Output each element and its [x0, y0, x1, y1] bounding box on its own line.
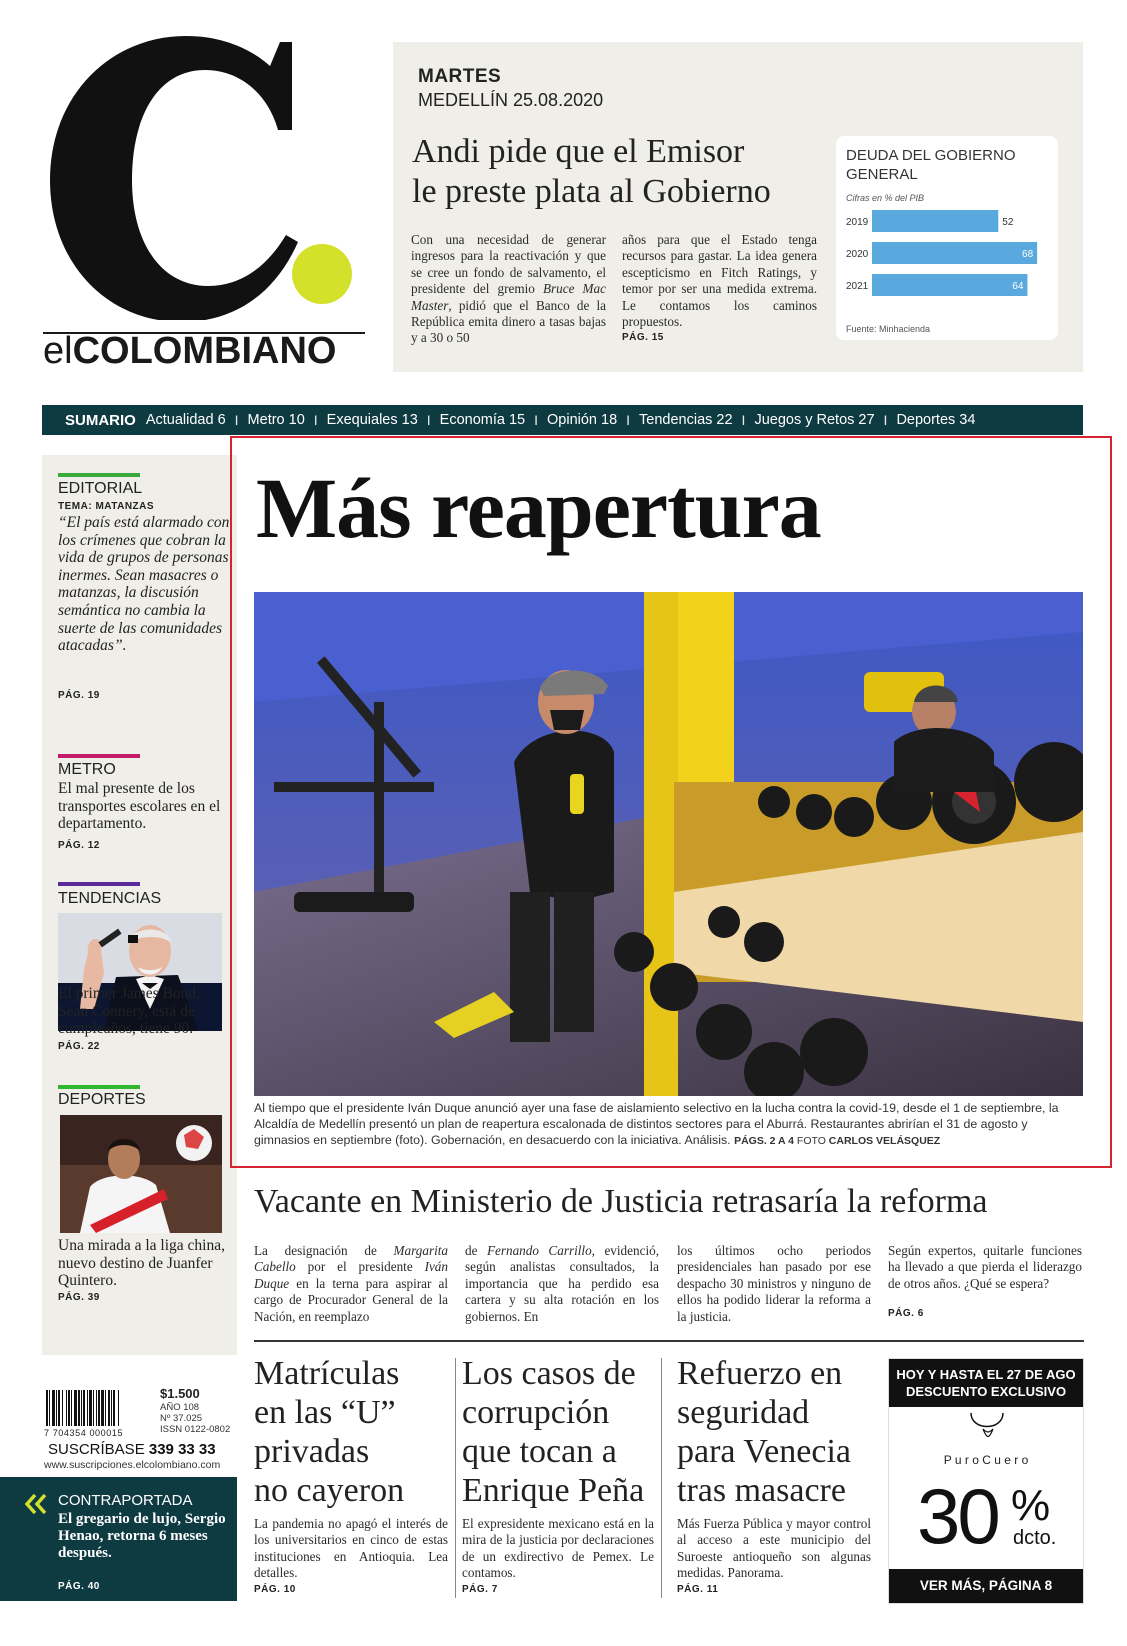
- headline-line: que tocan a: [462, 1433, 617, 1470]
- brand-name: COLOMBIANO: [72, 330, 337, 372]
- masthead-logo: [40, 30, 360, 320]
- sumario-bar: [42, 405, 1083, 435]
- column-divider: [455, 1358, 456, 1598]
- barcode-bar: [74, 1390, 77, 1426]
- headline-line: tras masacre: [677, 1472, 846, 1509]
- sumario-separator: I: [234, 412, 239, 428]
- top-story-headline[interactable]: [412, 132, 812, 212]
- debt-chart-card: [836, 136, 1058, 340]
- barcode-bar: [62, 1390, 63, 1426]
- issue-line: Nº 37.025: [160, 1413, 203, 1424]
- headline-line: seguridad: [677, 1394, 810, 1431]
- issue-info: [160, 1402, 230, 1435]
- barcode-bar: [78, 1390, 80, 1426]
- justice-story-headline[interactable]: Vacante en Ministerio de Justicia retrasaría la reforma: [254, 1183, 988, 1220]
- chart-category-label: 2019: [846, 217, 869, 228]
- text-span: por el presidente: [295, 1259, 425, 1275]
- barcode-bar: [105, 1390, 106, 1426]
- barcode-bar: [108, 1390, 110, 1426]
- barcode-number: 7 704354 000015: [44, 1428, 124, 1438]
- deportes-rule: [58, 1085, 140, 1089]
- chart-value-label: 64: [1012, 281, 1024, 292]
- sumario-separator: I: [883, 412, 888, 428]
- page-reference[interactable]: PÁG. 40: [58, 1581, 100, 1592]
- tendencias-text: El primer James Bond, Sean Connery, está de cumpleaños, tiene 90.: [58, 985, 201, 1038]
- person-name: Margarita Cabello: [254, 1243, 448, 1275]
- justice-story-column-1: [254, 1243, 448, 1325]
- ad-brand: P u r o C u e r o: [943, 1453, 1029, 1467]
- sumario-separator: I: [626, 412, 631, 428]
- barcode-bar: [81, 1390, 82, 1426]
- deportes-text: Una mirada a la liga china, nuevo destino de Juanfer Quintero.: [58, 1237, 225, 1290]
- chart-source: Fuente: Minhacienda: [846, 324, 931, 334]
- barcode-bar: [118, 1390, 119, 1426]
- page-reference[interactable]: PÁG. 15: [622, 332, 664, 343]
- text-span: , pidió que el Banco de la República emita dinero a tasas bajas y a 30 o 50: [411, 297, 606, 346]
- ad-percent: 30: [917, 1472, 998, 1560]
- price: $1.500: [160, 1386, 200, 1401]
- text-span: Con una necesidad de generar ingresos para la reactivación y que se cree un fondo de salvamento, el presidente del gremio: [411, 232, 606, 297]
- barcode-bar: [93, 1390, 94, 1426]
- logo-c-letter: [50, 36, 298, 320]
- barcode-bar: [68, 1390, 70, 1426]
- sumario-item[interactable]: Tendencias 22: [639, 412, 733, 428]
- person-name: Iván Duque: [254, 1259, 448, 1291]
- contraportada-box[interactable]: [0, 1477, 237, 1601]
- subscribe-label: SUSCRÍBASE: [48, 1441, 149, 1458]
- editorial-tema: TEMA: MATANZAS: [58, 501, 155, 512]
- debt-bar-chart: [836, 206, 1058, 316]
- top-story-column-2: años para que el Estado tenga recursos para gastar. La idea genera escepticismo en Fitch Ratings, y temor por ser una medida extrema. Le contamos los caminos propuestos.: [622, 232, 817, 330]
- headline-line: no cayeron: [254, 1472, 405, 1509]
- justice-story-column-3: los últimos ocho periodos presidenciales han pasado por ese despacho 30 ministros y ninguno de ellos ha podido liderar la reforma a la justicia.: [677, 1243, 871, 1324]
- chart-bar: [872, 242, 1037, 264]
- sumario-separator: I: [741, 412, 746, 428]
- barcode-bar: [89, 1390, 92, 1426]
- sumario-item[interactable]: Juegos y Retos 27: [754, 412, 875, 428]
- tendencias-rule: [58, 882, 140, 886]
- gym-reopening-photo[interactable]: [254, 592, 1083, 1096]
- metro-rule: [58, 754, 140, 758]
- ad-percent-sign: %: [1011, 1481, 1051, 1530]
- edition-dateline: MEDELLÍN 25.08.2020: [418, 90, 604, 110]
- sumario-item[interactable]: Opinión 18: [547, 412, 618, 428]
- barcode-bar: [98, 1390, 100, 1426]
- text-span: en la terna para aspirar al cargo de Procurador General de la Nación, en reemplazo: [254, 1275, 448, 1324]
- justice-story-column-4: Según expertos, quitarle funciones ha llevado a que pierda el liderazgo de otros años. ¿Qué se espera?: [888, 1243, 1082, 1291]
- sidebar: [42, 455, 237, 1355]
- main-headline[interactable]: Más reapertura: [256, 460, 821, 556]
- barcode-bar: [66, 1390, 67, 1426]
- corrupcion-headline[interactable]: [462, 1354, 662, 1510]
- bottom-rule: [254, 1340, 1084, 1342]
- headline-line: Los casos de: [462, 1355, 636, 1392]
- barcode-bar: [96, 1390, 97, 1426]
- matriculas-headline[interactable]: [254, 1354, 454, 1510]
- chart-title: DEUDA DEL GOBIERNO GENERAL: [846, 147, 1016, 183]
- headline-line: Matrículas: [254, 1355, 400, 1392]
- barcode-bar: [111, 1390, 112, 1426]
- page-reference[interactable]: PÁG. 11: [677, 1584, 719, 1595]
- person-name: Fernando Carrillo: [486, 1243, 592, 1258]
- text-span: , evidenció, según analistas consultados, la importancia que ha perdido esa cartera y su alta rotación en los gobiernos. En: [465, 1243, 660, 1324]
- venecia-text: Más Fuerza Pública y mayor control al acceso a este municipio del Suroeste antioqueño son algunas medidas. Panorama.: [677, 1516, 871, 1580]
- ad-top-line: DESCUENTO EXCLUSIVO: [905, 1384, 1067, 1399]
- headline-line: Refuerzo en: [677, 1355, 843, 1392]
- editorial-quote: “El país está alarmado con los crímenes que cobran la vida de grupos de personas inermes. Sean masacres o matanzas, la discusión semántica no cambia la suerte de las comunidades atacadas”.: [58, 514, 230, 655]
- deportes-title[interactable]: DEPORTES: [58, 1091, 146, 1108]
- ad-dcto: dcto.: [1013, 1527, 1057, 1549]
- sumario-item[interactable]: Deportes 34: [896, 412, 976, 428]
- top-headline-line: Andi pide que el Emisor: [412, 133, 745, 170]
- ad-necklace-icon: [967, 1411, 1007, 1447]
- tendencias-title[interactable]: TENDENCIAS: [58, 890, 162, 907]
- sumario-separator: I: [426, 412, 431, 428]
- barcode-bar: [52, 1390, 55, 1426]
- logo-dot: [292, 244, 352, 304]
- barcode-bar: [113, 1390, 115, 1426]
- headline-line: Enrique Peña: [462, 1472, 645, 1509]
- barcode-bar: [46, 1390, 48, 1426]
- ad-banner-top: [889, 1359, 1083, 1407]
- subscribe-phone: 339 33 33: [148, 1441, 216, 1458]
- corrupcion-text: El expresidente mexicano está en la mira de la justicia por declaraciones de un exdirectivo de Pemex. Le contamos.: [462, 1516, 654, 1580]
- subscribe-url[interactable]: www.suscripciones.elcolombiano.com: [44, 1459, 221, 1471]
- text-span: Al tiempo que el presidente Iván Duque anunció ayer una fase de aislamiento selectivo en la lucha contra la covid-19, desde el 1 de septiembre, la Alcaldía de Medellín presentó un plan de reapertura escalonada de distintos sectores para el Aburrá. Restaurantes abrirían el 31 de agosto y gimnasios en septiembre (foto). Gobernación, en desacuerdo con la iniciativa. Análisis.: [254, 1101, 1059, 1147]
- page-reference[interactable]: PÁG. 19: [58, 690, 100, 701]
- sumario-separator: I: [534, 412, 538, 428]
- venecia-headline[interactable]: [677, 1354, 882, 1510]
- barcode-bar: [49, 1390, 50, 1426]
- barcode-bar: [87, 1390, 88, 1426]
- top-story-column-1: [411, 232, 606, 347]
- headline-line: privadas: [254, 1433, 370, 1470]
- chart-value-label: 68: [1022, 249, 1034, 260]
- barcode-bar: [56, 1390, 57, 1426]
- brand-prefix: el: [43, 330, 73, 372]
- chart-subtitle: Cifras en % del PIB: [846, 193, 925, 203]
- purocuero-ad[interactable]: [888, 1358, 1084, 1604]
- double-chevron-left-icon: [24, 1493, 48, 1515]
- headline-line: en las “U”: [254, 1394, 396, 1431]
- matriculas-text: La pandemia no apagó el interés de los universitarios en cinco de estas instituciones en Antioquia. Lea detalles.: [254, 1516, 448, 1580]
- person-name: Bruce Mac Master: [411, 281, 606, 313]
- justice-story-column-2: [465, 1243, 659, 1325]
- brand-wordmark: [43, 330, 336, 373]
- editorial-title[interactable]: EDITORIAL: [58, 480, 143, 497]
- text-span: de: [465, 1243, 487, 1258]
- page-reference[interactable]: PÁGS. 2 A 4: [734, 1135, 794, 1147]
- page-reference[interactable]: PÁG. 39: [58, 1292, 100, 1303]
- sumario-item[interactable]: Exequiales 13: [326, 412, 418, 428]
- subscribe-line[interactable]: [48, 1441, 216, 1458]
- sumario-item[interactable]: Actualidad 6: [145, 412, 226, 428]
- main-photo-caption: [254, 1100, 1084, 1149]
- text-span: La designación de: [254, 1243, 394, 1258]
- metro-title[interactable]: METRO: [58, 761, 116, 778]
- chart-category-label: 2021: [846, 281, 869, 292]
- issue-line: AÑO 108: [160, 1402, 200, 1413]
- ad-banner-bottom: VER MÁS, PÁGINA 8: [889, 1569, 1083, 1603]
- page-reference[interactable]: PÁG. 12: [58, 840, 100, 851]
- contraportada-title: CONTRAPORTADA: [58, 1492, 193, 1509]
- barcode-bar: [83, 1390, 85, 1426]
- juanfer-quintero-photo[interactable]: [60, 1115, 222, 1233]
- headline-line: para Venecia: [677, 1433, 851, 1470]
- chart-bar: [872, 210, 998, 232]
- page-reference[interactable]: PÁG. 10: [254, 1584, 296, 1595]
- chart-bar: [872, 274, 1027, 296]
- editorial-rule: [58, 473, 140, 477]
- page-reference[interactable]: PÁG. 22: [58, 1041, 100, 1052]
- issue-line: ISSN 0122-0802: [160, 1424, 231, 1435]
- sumario-item[interactable]: Economía 15: [439, 412, 526, 428]
- metro-text: El mal presente de los transportes escolares en el departamento.: [58, 780, 221, 833]
- credit-label: FOTO: [793, 1135, 829, 1147]
- sumario-item[interactable]: Metro 10: [247, 412, 305, 428]
- ad-top-line: HOY Y HASTA EL 27 DE AGO: [896, 1367, 1076, 1382]
- chart-value-label: 52: [1002, 217, 1014, 228]
- barcode-bar: [71, 1390, 72, 1426]
- barcode-bar: [101, 1390, 104, 1426]
- page-reference[interactable]: PÁG. 7: [462, 1584, 498, 1595]
- barcode-bar: [58, 1390, 60, 1426]
- top-headline-line: le preste plata al Gobierno: [412, 173, 771, 210]
- chart-category-label: 2020: [846, 249, 869, 260]
- page-reference[interactable]: PÁG. 6: [888, 1308, 924, 1319]
- headline-line: corrupción: [462, 1394, 610, 1431]
- sumario-label: SUMARIO: [65, 411, 136, 429]
- sumario-items: [146, 412, 976, 428]
- contraportada-text: El gregario de lujo, Sergio Henao, retorna 6 meses después.: [58, 1511, 226, 1561]
- photo-credit: CARLOS VELÁSQUEZ: [828, 1135, 941, 1147]
- sumario-separator: I: [313, 412, 318, 428]
- edition-day: MARTES: [418, 66, 502, 87]
